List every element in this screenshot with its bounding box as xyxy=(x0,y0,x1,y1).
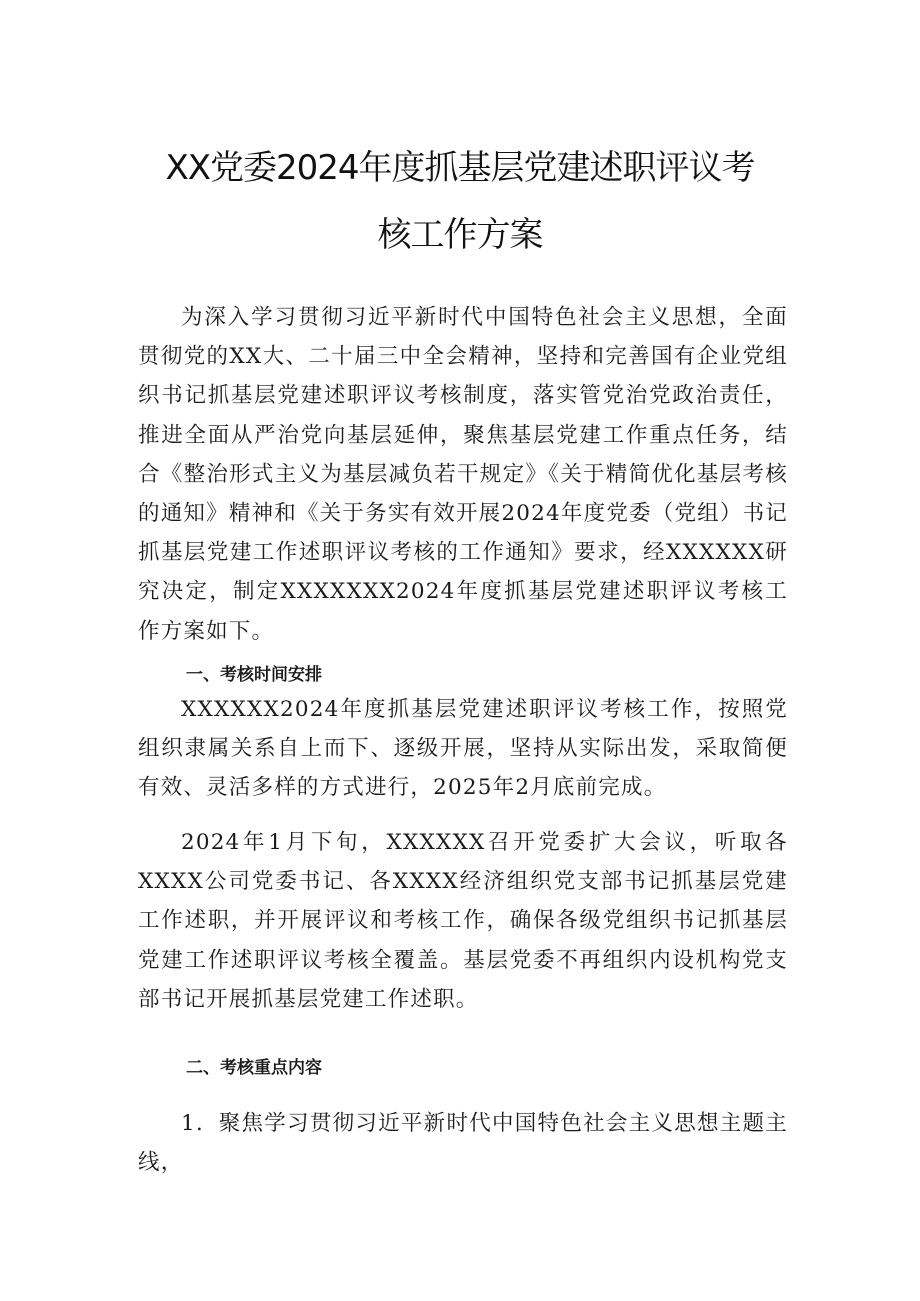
schedule-paragraph-2: 2024年1月下旬，XXXXXX召开党委扩大会议，听取各XXXX公司党委书记、各XXXX经济组织党支部书记抓基层党建工作述职，并开展评议和考核工作，确保各级党组织书记抓基层党建工作述职评议考核全覆盖。基层党委不再组织内设机构党支部书记开展抓基层党建工作述职。 xyxy=(138,830,788,1012)
intro-paragraph: 为深入学习贯彻习近平新时代中国特色社会主义思想，全面贯彻党的XX大、二十届三中全会精神，坚持和完善国有企业党组织书记抓基层党建述职评议考核制度，落实管党治党政治责任，推进全面从严治党向基层延伸，聚焦基层党建工作重点任务，结合《整治形式主义为基层减负若干规定》《关于精简优化基层考核的通知》精神和《关于务实有效开展2024年度党委（党组）书记抓基层党建工作述职评议考核的工作通知》要求，经XXXXXX研究决定，制定XXXXXXX2024年度抓基层党建述职评议考核工作方案如下。 xyxy=(138,305,788,644)
document-title-line-1: XX党委2024年度抓基层党建述职评议考 xyxy=(165,148,755,188)
section-heading-content: 二、考核重点内容 xyxy=(186,1058,322,1078)
section-heading-schedule: 一、考核时间安排 xyxy=(186,665,322,685)
schedule-paragraph-1: XXXXXX2024年度抓基层党建述职评议考核工作，按照党组织隶属关系自上而下、逐级开展，坚持从实际出发，采取简便有效、灵活多样的方式进行，2025年2月底前完成。 xyxy=(138,697,788,801)
document-title-line-2: 核工作方案 xyxy=(377,215,543,255)
content-item-1: 1．聚焦学习贯彻习近平新时代中国特色社会主义思想主题主线， xyxy=(138,1111,788,1176)
